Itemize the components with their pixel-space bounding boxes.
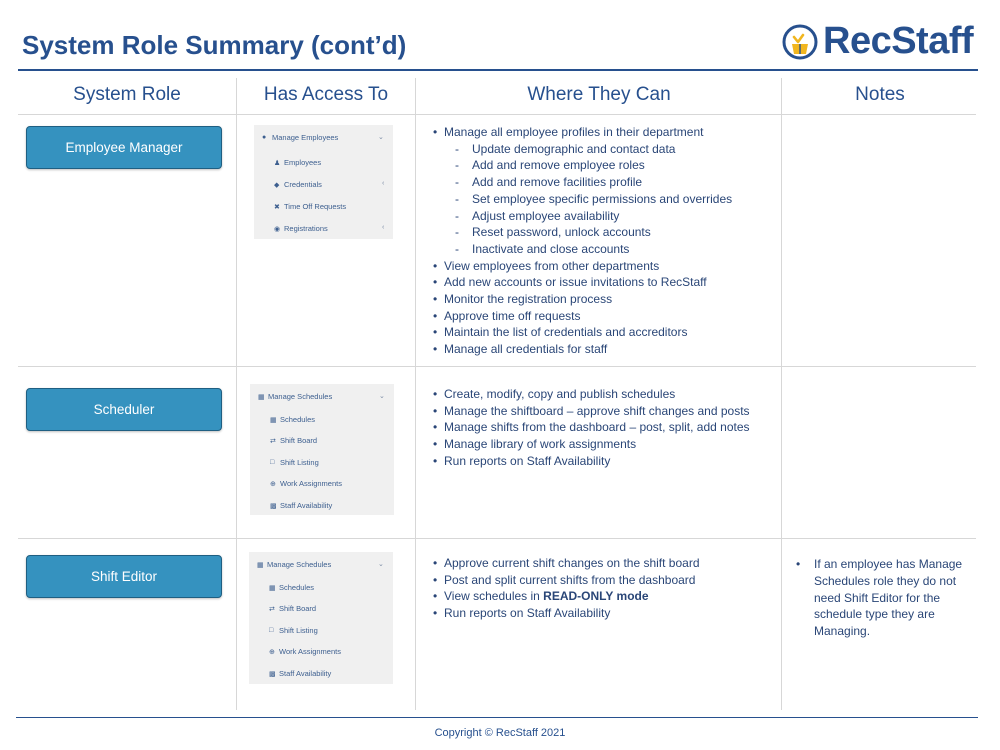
menu-item-schedules[interactable] <box>270 415 315 424</box>
footer-rule <box>16 717 978 718</box>
globe-icon: ⊕ <box>269 648 275 656</box>
menu-header-label: Manage Employees <box>272 133 339 142</box>
menu-item-label: Work Assignments <box>279 647 341 656</box>
swap-icon: ⇄ <box>269 605 275 613</box>
menu-item-label: Schedules <box>280 415 316 424</box>
list-subitem: - Add and remove facilities profile <box>455 175 643 190</box>
list-item: • Monitor the registration process <box>433 292 613 307</box>
menu-header-label: Manage Schedules <box>267 560 332 569</box>
list-item: • Post and split current shifts from the dashboard <box>433 572 696 587</box>
calendar-outline-icon: □ <box>269 627 274 634</box>
grid-divider <box>236 78 237 710</box>
menu-item-label: Staff Availability <box>280 501 333 510</box>
list-item: • Run reports on Staff Availability <box>433 606 611 621</box>
menu-item-shift-listing[interactable] <box>270 458 319 467</box>
list-item: • Manage library of work assignments <box>433 437 637 452</box>
list-item: • Approve current shift changes on the shift board <box>433 556 700 570</box>
menu-header[interactable] <box>258 392 332 401</box>
list-subitem: - Inactivate and close accounts <box>455 241 630 256</box>
menu-item-work-assignments[interactable] <box>269 647 341 656</box>
menu-item-label: Credentials <box>284 180 322 189</box>
chevron-down-icon: ⌄ <box>379 393 385 400</box>
column-header-has-access-to: Has Access To <box>263 84 389 105</box>
calendar-icon: ▦ <box>270 416 277 424</box>
list-item: • View schedules in READ-ONLY mode <box>433 589 649 604</box>
row-divider <box>18 538 976 539</box>
chevron-left-icon: ‹ <box>382 180 385 187</box>
list-item: • View employees from other departments <box>433 258 660 273</box>
list-item: • Manage all employee profiles in their department <box>433 125 704 139</box>
calendar-icon: ▦ <box>269 584 276 592</box>
chevron-left-icon: ‹ <box>382 224 385 231</box>
plane-icon: ✖ <box>274 203 280 211</box>
menu-item-label: Employees <box>284 158 322 167</box>
access-menu-employee-manager <box>254 125 393 239</box>
grid-icon: ▩ <box>269 670 276 678</box>
column-header-system-role: System Role <box>73 84 181 105</box>
menu-item-label: Schedules <box>279 583 315 592</box>
menu-item-label: Time Off Requests <box>284 202 347 211</box>
read-only-emphasis: READ-ONLY mode <box>543 589 649 604</box>
menu-item-credentials[interactable] <box>274 180 322 189</box>
menu-item-label: Shift Listing <box>279 626 318 635</box>
menu-item-label: Registrations <box>284 224 328 233</box>
page-title: System Role Summary (cont’d) <box>22 30 407 60</box>
menu-item-staff-availability[interactable] <box>270 501 332 510</box>
row-divider <box>18 366 976 367</box>
menu-item-registrations[interactable] <box>274 224 328 233</box>
menu-header[interactable] <box>262 133 338 142</box>
where-list-employee-manager <box>433 124 778 358</box>
list-item: • Add new accounts or issue invitations to RecStaff <box>433 275 707 290</box>
swap-icon: ⇄ <box>270 437 276 445</box>
menu-item-work-assignments[interactable] <box>270 479 342 488</box>
list-subitem: - Update demographic and contact data <box>455 141 676 156</box>
where-list-shift-editor <box>433 555 778 622</box>
menu-item-label: Staff Availability <box>279 669 332 678</box>
menu-item-label: Shift Board <box>279 604 317 613</box>
users-icon: ● <box>262 134 267 141</box>
grid-icon: ▩ <box>270 502 277 510</box>
menu-header-label: Manage Schedules <box>268 392 333 401</box>
list-subitem: - Add and remove employee roles <box>455 158 645 173</box>
menu-item-staff-availability[interactable] <box>269 669 331 678</box>
list-item: • Manage all credentials for staff <box>433 342 608 357</box>
access-menu-scheduler <box>250 384 394 515</box>
calendar-icon: ▦ <box>258 393 265 401</box>
menu-item-label: Work Assignments <box>280 479 342 488</box>
menu-item-label: Shift Board <box>280 436 318 445</box>
chevron-down-icon: ⌄ <box>378 134 384 141</box>
menu-item-shift-listing[interactable] <box>269 626 318 635</box>
globe-icon: ⊕ <box>270 480 276 488</box>
menu-item-schedules[interactable] <box>269 583 314 592</box>
menu-item-shift-board[interactable] <box>270 436 317 445</box>
menu-header[interactable] <box>257 560 331 569</box>
calendar-icon: ▦ <box>257 561 264 569</box>
list-subitem: - Reset password, unlock accounts <box>455 225 651 240</box>
copyright-footer: Copyright © RecStaff 2021 <box>434 727 566 739</box>
header-rule <box>18 69 978 71</box>
role-button-shift-editor[interactable]: Shift Editor <box>26 555 222 598</box>
access-menu-shift-editor <box>249 552 393 684</box>
column-header-where-they-can: Where They Can <box>527 84 671 105</box>
list-item: • Approve time off requests <box>433 308 581 323</box>
menu-item-time-off-requests[interactable] <box>274 202 346 211</box>
column-header-notes: Notes <box>855 84 905 105</box>
shield-icon: ◆ <box>274 181 280 189</box>
list-item: • Manage shifts from the dashboard – post, split, add notes <box>433 420 750 435</box>
list-item: • Run reports on Staff Availability <box>433 453 611 468</box>
list-subitem: - Set employee specific permissions and overrides <box>455 191 733 206</box>
logo-text: RecStaff <box>823 20 974 62</box>
role-button-employee-manager[interactable]: Employee Manager <box>26 126 222 169</box>
list-subitem: - Adjust employee availability <box>455 208 620 223</box>
where-list-scheduler <box>433 386 778 470</box>
calendar-outline-icon: □ <box>270 459 275 466</box>
grid-divider <box>781 78 782 710</box>
recstaff-logo-icon <box>781 23 819 61</box>
row-divider <box>18 114 976 115</box>
list-item: • Manage the shiftboard – approve shift changes and posts <box>433 403 750 418</box>
note-shift-editor: • If an employee has Manage Schedules role they do not need Shift Editor for the schedule type they are Managing. <box>796 557 963 639</box>
grid-divider <box>415 78 416 710</box>
list-item: • Maintain the list of credentials and accreditors <box>433 325 688 340</box>
menu-item-label: Shift Listing <box>280 458 319 467</box>
list-item: • Create, modify, copy and publish schedules <box>433 387 676 401</box>
menu-item-employees[interactable] <box>274 158 321 167</box>
role-button-scheduler[interactable]: Scheduler <box>26 388 222 431</box>
person-icon: ♟ <box>274 159 281 167</box>
recstaff-logo <box>781 20 973 63</box>
menu-item-shift-board[interactable] <box>269 604 316 613</box>
chevron-down-icon: ⌄ <box>378 561 384 568</box>
circle-r-icon: ◉ <box>274 225 281 233</box>
